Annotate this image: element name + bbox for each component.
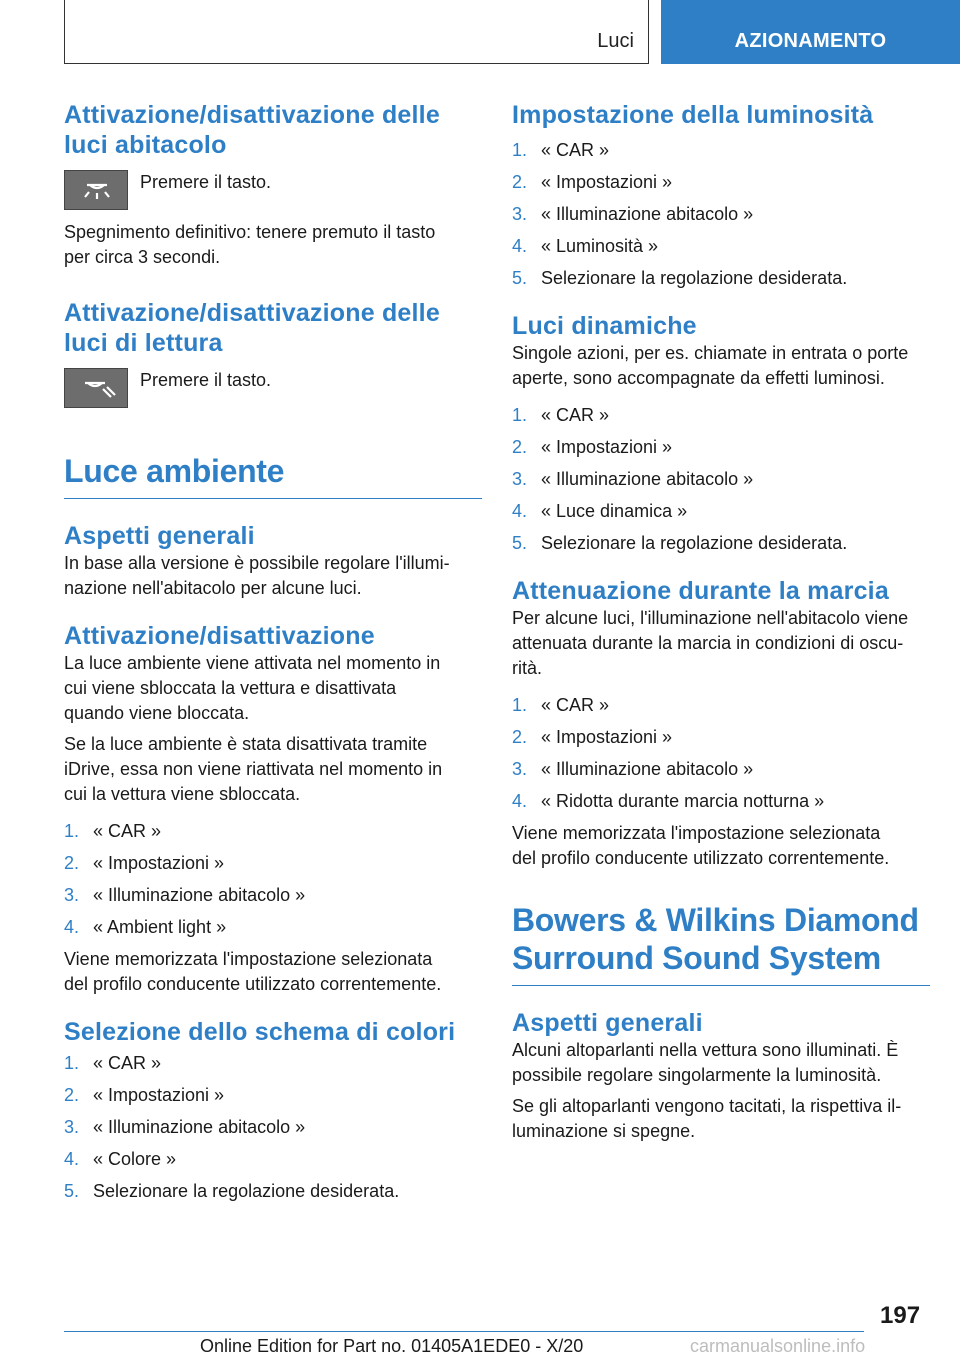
list-item: 3. « Illuminazione abitacolo » [64, 1117, 306, 1137]
list-item: 2. « Impostazioni » [64, 853, 225, 873]
header-section-title: Luci [597, 30, 634, 52]
heading-dimming: Attenuazione durante la marcia [512, 577, 889, 605]
footer-watermark: carmanualsonline.info [690, 1336, 866, 1356]
body-text: Se la luce ambiente è stata disattivata tramite iDrive, essa non viene riattivata nel momento in cui la vettura viene sbloccata. [64, 734, 443, 804]
header-chapter-label: AZIONAMENTO [734, 30, 887, 52]
list-item: 4. « Colore » [64, 1149, 177, 1169]
instruction-text: Premere il tasto. [140, 370, 272, 390]
heading-cabin-lights: Attivazione/disattivazione delle luci abitacolo [64, 101, 440, 159]
list-item: 2. « Impostazioni » [64, 1085, 225, 1105]
list-item: 1. « CAR » [64, 1053, 162, 1073]
body-text: Per alcune luci, l'illuminazione nell'abitacolo viene attenuata durante la marcia in condizioni di oscu- rità. [512, 608, 909, 678]
list-item: 1. « CAR » [512, 695, 610, 715]
body-text: Se gli altoparlanti vengono tacitati, la rispettiva il- luminazione si spegne. [512, 1096, 902, 1141]
page-number: 197 [880, 1302, 921, 1329]
list-item: 3. « Illuminazione abitacolo » [64, 885, 306, 905]
heading-color-scheme: Selezione dello schema di colori [64, 1018, 456, 1046]
heading-sound-system: Bowers & Wilkins Diamond Surround Sound System [512, 901, 930, 986]
body-text: Singole azioni, per es. chiamate in entrata o porte aperte, sono accompagnate da effetti luminosi. [512, 343, 909, 388]
heading-activation: Attivazione/disattivazione [64, 622, 375, 650]
footer-edition: Online Edition for Part no. 01405A1EDE0 - X/20 [200, 1336, 584, 1356]
body-text: Viene memorizzata l'impostazione selezionata del profilo conducente utilizzato correntemente. [64, 949, 442, 994]
dimming-steps [512, 693, 930, 814]
heading-dynamic-lights: Luci dinamiche [512, 312, 697, 340]
body-text: La luce ambiente viene attivata nel momento in cui viene sbloccata la vettura e disattivata quando viene bloccata. [64, 653, 441, 723]
color-scheme-steps [64, 1051, 482, 1204]
body-text: Spegnimento definitivo: tenere premuto il tasto per circa 3 secondi. [64, 222, 436, 267]
list-item: 4. « Ambient light » [64, 917, 227, 937]
heading-reading-lights: Attivazione/disattivazione delle luci di lettura [64, 299, 440, 357]
list-item: 4. « Luminosità » [512, 236, 659, 256]
list-item: 1. « CAR » [64, 821, 162, 841]
list-item: 5. Selezionare la regolazione desiderata. [512, 533, 848, 553]
heading-ambient-light: Luce ambiente [64, 452, 482, 499]
list-item: 3. « Illuminazione abitacolo » [512, 759, 754, 779]
cabin-light-button-icon [64, 170, 128, 210]
brightness-steps [512, 138, 930, 291]
heading-brightness: Impostazione della luminosità [512, 101, 874, 129]
list-item: 2. « Impostazioni » [512, 437, 673, 457]
list-item: 5. Selezionare la regolazione desiderata. [512, 268, 848, 288]
instruction-text: Premere il tasto. [140, 172, 272, 192]
reading-lights-instruction [64, 368, 482, 408]
body-text: In base alla versione è possibile regolare l'illumi- nazione nell'abitacolo per alcune luci. [64, 553, 450, 598]
ambient-light-steps [64, 819, 482, 940]
list-item: 4. « Luce dinamica » [512, 501, 688, 521]
list-item: 1. « CAR » [512, 405, 610, 425]
cabin-lights-instruction [64, 170, 482, 210]
header-chapter-tab [661, 0, 960, 64]
header-section-box [64, 0, 649, 64]
dynamic-lights-steps [512, 403, 930, 556]
footer-divider [64, 1331, 864, 1332]
body-text: Alcuni altoparlanti nella vettura sono illuminati. È possibile regolare singolarmente la luminosità. [512, 1040, 899, 1085]
list-item: 2. « Impostazioni » [512, 172, 673, 192]
body-text: Viene memorizzata l'impostazione selezionata del profilo conducente utilizzato correntemente. [512, 823, 890, 868]
heading-general-aspects-sound: Aspetti generali [512, 1009, 703, 1037]
reading-light-button-icon [64, 368, 128, 408]
list-item: 1. « CAR » [512, 140, 610, 160]
list-item: 2. « Impostazioni » [512, 727, 673, 747]
heading-general-aspects: Aspetti generali [64, 522, 255, 550]
left-column [64, 100, 482, 1211]
list-item: 5. Selezionare la regolazione desiderata. [64, 1181, 400, 1201]
list-item: 4. « Ridotta durante marcia notturna » [512, 791, 825, 811]
list-item: 3. « Illuminazione abitacolo » [512, 204, 754, 224]
right-column [512, 100, 930, 1144]
list-item: 3. « Illuminazione abitacolo » [512, 469, 754, 489]
